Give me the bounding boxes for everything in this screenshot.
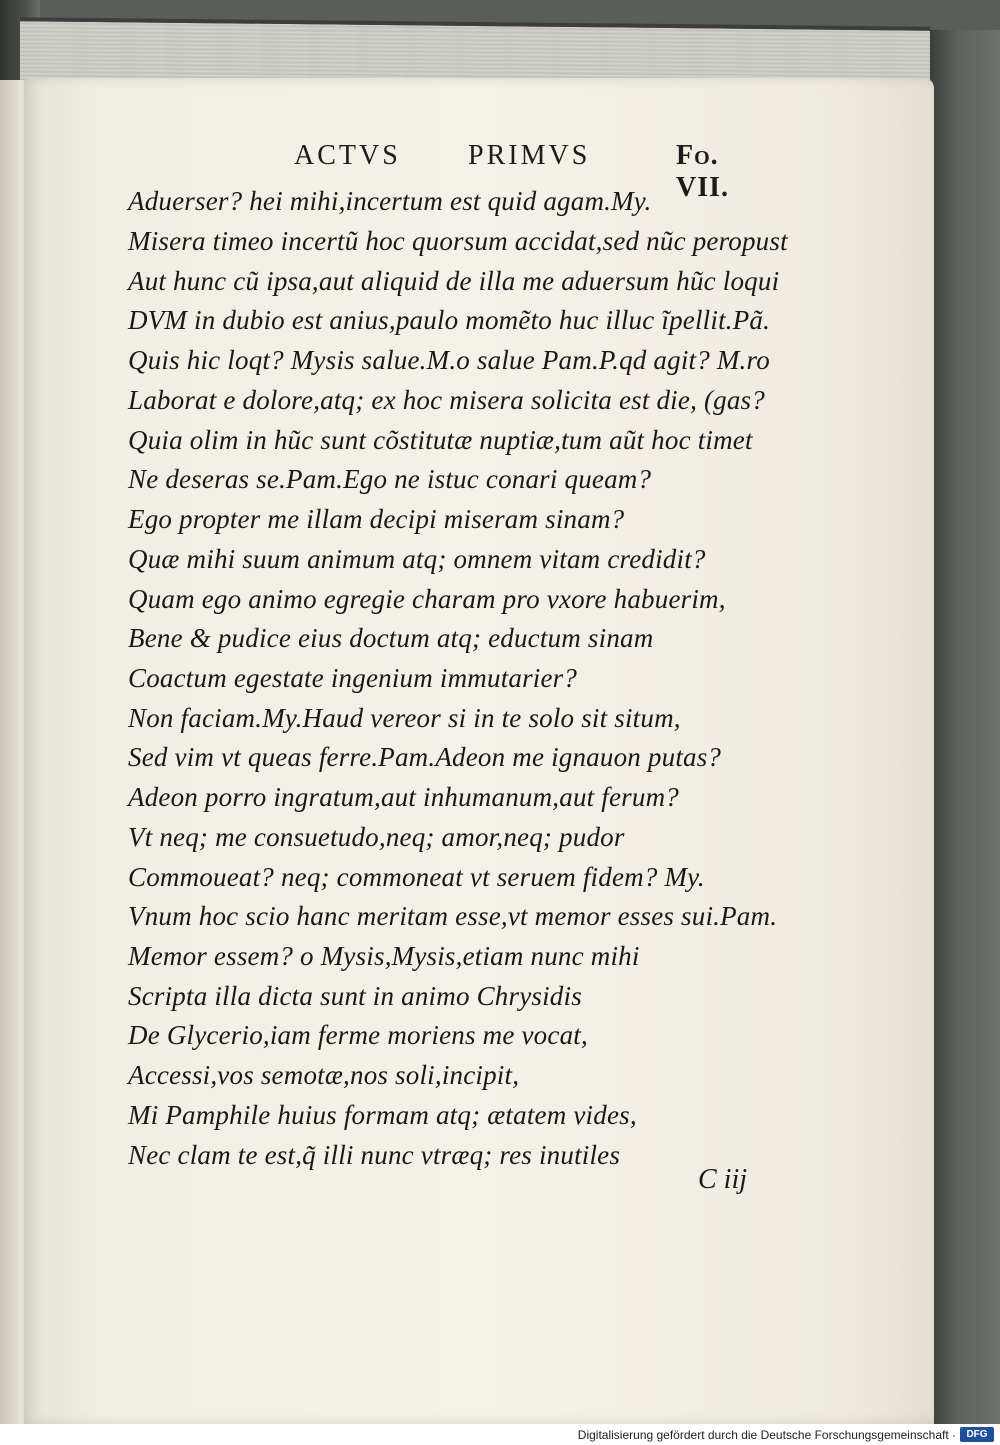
text-line: Sed vim vt queas ferre.Pam.Adeon me ignauon putas?	[128, 742, 722, 772]
text-line: Aduerser? hei mihi,incertum est quid agam.My.	[128, 186, 652, 216]
book-cover-right	[930, 30, 1000, 1424]
text-line: Commoueat? neq; commoneat vt seruem fidem? My.	[128, 862, 705, 892]
text-line: Memor essem? o Mysis,Mysis,etiam nunc mihi	[128, 941, 640, 971]
text-line: Adeon porro ingratum,aut inhumanum,aut ferum?	[128, 782, 679, 812]
text-line: Misera timeo incertũ hoc quorsum accidat,sed nũc peropust	[128, 226, 788, 256]
text-line: Scripta illa dicta sunt in animo Chrysidis	[128, 981, 582, 1011]
text-line: Quia olim in hũc sunt cõstitutæ nuptiæ,tum aũt hoc timet	[128, 425, 753, 455]
text-line: Quæ mihi suum animum atq; omnem vitam credidit?	[128, 544, 706, 574]
text-line: Vt neq; me consuetudo,neq; amor,neq; pudor	[128, 822, 625, 852]
running-header	[294, 140, 774, 203]
text-line: Nec clam te est,q̃ illi nunc vtræq; res inutiles	[128, 1140, 621, 1170]
text-line: Mi Pamphile huius formam atq; ætatem vides,	[128, 1100, 637, 1130]
header-actus: ACTVS	[294, 140, 401, 171]
header-primus: PRIMVS	[468, 140, 591, 171]
text-line: Quis hic loqt? Mysis salue.M.o salue Pam.P.qd agit? M.ro	[128, 345, 770, 375]
signature-mark: C iij	[698, 1164, 748, 1195]
text-line: Ne deseras se.Pam.Ego ne istuc conari queam?	[128, 464, 652, 494]
text-line: Accessi,vos semotæ,nos soli,incipit,	[128, 1060, 520, 1090]
text-line: Vnum hoc scio hanc meritam esse,vt memor esses sui.Pam.	[128, 901, 778, 931]
text-line: Non faciam.My.Haud vereor si in te solo sit situm,	[128, 703, 681, 733]
dfg-logo: DFG	[960, 1427, 994, 1442]
text-line: DVM in dubio est anius,paulo momẽto huc illuc ĩpellit.Pã.	[128, 305, 771, 335]
funding-credit: Digitalisierung gefördert durch die Deutsche Forschungsgemeinschaft ·	[577, 1428, 956, 1442]
text-line: Quam ego animo egregie charam pro vxore habuerim,	[128, 584, 726, 614]
footer-bar	[0, 1424, 1000, 1445]
text-line: Laborat e dolore,atq; ex hoc misera solicita est die, (gas?	[128, 385, 765, 415]
folio-number: Fo. VII.	[676, 140, 730, 203]
text-line: De Glycerio,iam ferme moriens me vocat,	[128, 1020, 588, 1050]
text-line: Bene & pudice eius doctum atq; eductum sinam	[128, 623, 654, 653]
text-line: Ego propter me illam decipi miseram sinam?	[128, 504, 625, 534]
text-line: Coactum egestate ingenium immutarier?	[128, 663, 578, 693]
text-line: Aut hunc cũ ipsa,aut aliquid de illa me aduersum hũc loqui	[128, 266, 780, 296]
